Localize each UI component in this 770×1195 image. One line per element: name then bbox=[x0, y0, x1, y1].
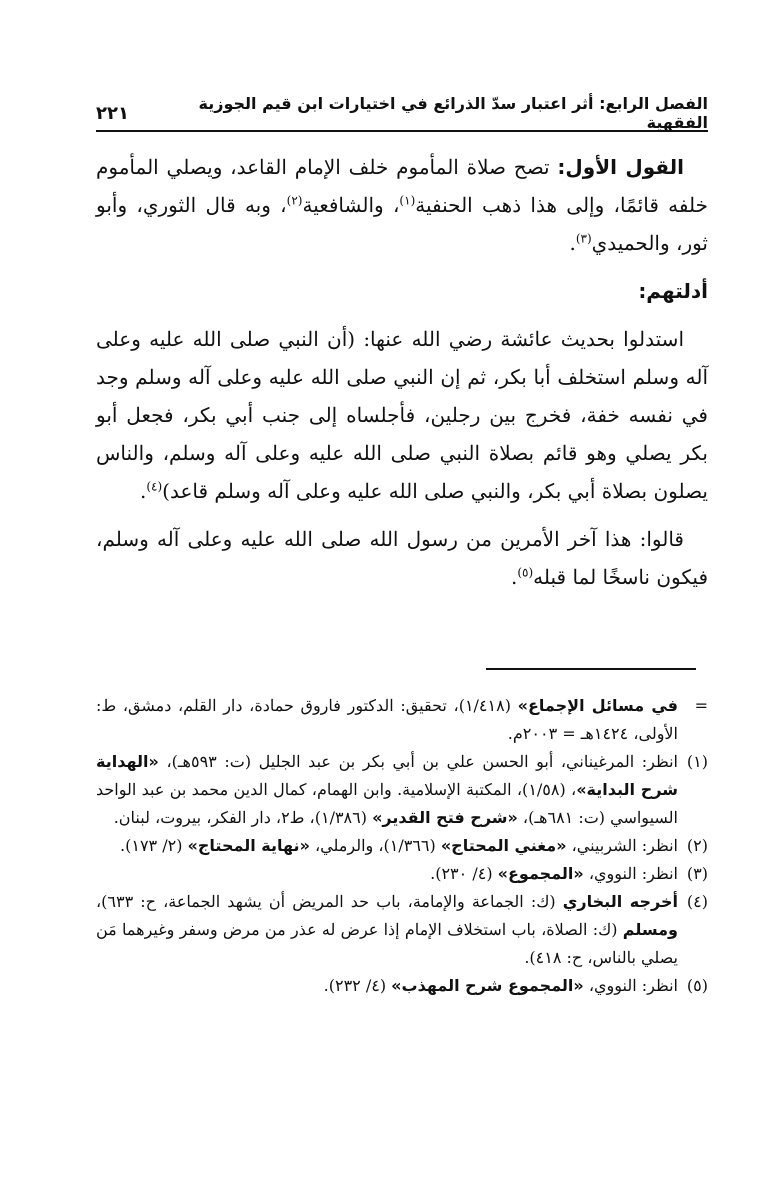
footnote-marker: (٣) bbox=[686, 864, 708, 883]
footnote-text bbox=[96, 860, 678, 888]
footnote-ref-3[interactable]: (٣) bbox=[575, 231, 592, 246]
footnote-text bbox=[96, 972, 678, 1000]
footnote-5 bbox=[96, 972, 708, 1000]
footnote-bold: «شرح فتح القدير» bbox=[372, 808, 518, 827]
footnote-plain: انظر: الشربيني، bbox=[566, 836, 678, 855]
running-header bbox=[96, 96, 708, 132]
footnote-plain: (١/٤١٨)، تحقيق: الدكتور فاروق حمادة، دار القلم، دمشق، ط: الأولى، ١٤٢٤هـ = ٢٠٠٣م. bbox=[96, 696, 678, 743]
footnote-marker: (٥) bbox=[686, 976, 708, 995]
footnote-1 bbox=[96, 748, 708, 832]
footnote-marker: (١) bbox=[686, 752, 708, 771]
paragraph-first-opinion bbox=[96, 148, 708, 262]
conclusion-text: قالوا: هذا آخر الأمرين من رسول الله صلى الله عليه وعلى آله وسلم، فيكون ناسخًا لما قبله bbox=[96, 527, 708, 589]
evidence-end: . bbox=[139, 479, 147, 503]
footnote-plain: (٤/ ٢٣٠). bbox=[430, 864, 498, 883]
footnote-divider bbox=[486, 668, 696, 670]
chapter-title: الفصل الرابع: أثر اعتبار سدّ الذرائع في اختيارات ابن قيم الجوزية الفقهية bbox=[198, 94, 708, 132]
opinion-text-d: . bbox=[569, 231, 576, 255]
footnotes bbox=[96, 692, 708, 1000]
footnote-bold: «المجموع» bbox=[497, 864, 584, 883]
footnote-ref-1[interactable]: (١) bbox=[399, 193, 416, 208]
footnote-bold: «مغني المحتاج» bbox=[440, 836, 567, 855]
opinion-text-c: ، وبه قال الثوري، وأبو ثور، والحميدي bbox=[96, 193, 708, 255]
footnote-plain: (٢/ ١٧٣). bbox=[120, 836, 188, 855]
footnote-marker: = bbox=[694, 696, 708, 715]
opinion-text-a: تصح صلاة المأموم خلف الإمام القاعد، ويصلي المأموم خلفه قائمًا، وإلى هذا ذهب الحنفية bbox=[96, 155, 708, 217]
footnote-4 bbox=[96, 888, 708, 972]
footnote-3 bbox=[96, 860, 708, 888]
footnote-ref-4[interactable]: (٤) bbox=[146, 479, 163, 494]
opinion-text-b: ، والشافعية bbox=[302, 193, 400, 217]
paragraph-conclusion bbox=[96, 520, 708, 596]
conclusion-end: . bbox=[510, 565, 518, 589]
footnote-text bbox=[96, 888, 678, 972]
footnote-bold: ومسلم bbox=[622, 920, 678, 939]
footnote-text bbox=[96, 748, 678, 832]
footnote-plain: (١/٣٨٦)، ط٢، دار الفكر، بيروت، لبنان. bbox=[113, 808, 373, 827]
page-number: ٢٢١ bbox=[96, 102, 129, 124]
footnote-bold: «المجموع شرح المهذب» bbox=[391, 976, 584, 995]
footnote-bold: في مسائل الإجماع» bbox=[517, 696, 679, 715]
footnote-marker: (٤) bbox=[686, 892, 708, 911]
footnote-plain: (ك: الصلاة، باب استخلاف الإمام إذا عرض له عذر من مرض وسفر وغيرهما مَن يصلي بالناس، ح: ٤١٨). bbox=[96, 920, 678, 967]
footnote-plain: انظر: المرغيناني، أبو الحسن علي بن أبي بكر بن عبد الجليل (ت: ٥٩٣هـ)، bbox=[158, 752, 678, 771]
paragraph-evidence bbox=[96, 320, 708, 510]
footnote-text bbox=[96, 832, 678, 860]
opinion-label: القول الأول: bbox=[557, 155, 684, 179]
section-heading: أدلتهم: bbox=[638, 279, 708, 303]
footnote-ref-2[interactable]: (٢) bbox=[286, 193, 303, 208]
evidence-text: استدلوا بحديث عائشة رضي الله عنها: (أن النبي صلى الله عليه وعلى آله وسلم استخلف أبا بكر، ثم إن النبي صلى الله عليه وعلى آله وسلم وجد في نفسه خفة، فخرج بين رجلين، فأجلساه إلى جنب أبي بكر، فجعل أبو بكر يصلي وهو قائم بصلاة النبي صلى الله عليه وعلى آله وسلم، والناس يصلون بصلاة أبي بكر، والنبي صلى الله عليه وعلى آله وسلم قاعد) bbox=[96, 327, 708, 503]
footnote-plain: انظر: النووي، bbox=[583, 864, 678, 883]
footnote-ref-5[interactable]: (٥) bbox=[517, 565, 534, 580]
footnote-plain: (١/٣٦٦)، والرملي، bbox=[309, 836, 441, 855]
footnote-bold: أخرجه البخاري bbox=[562, 892, 678, 911]
footnote-2 bbox=[96, 832, 708, 860]
footnote-bold: «الهداية شرح البداية» bbox=[96, 752, 679, 799]
footnote-plain: (٤/ ٢٣٢). bbox=[323, 976, 392, 995]
footnote-plain: (ك: الجماعة والإمامة، باب حد المريض أن يشهد الجماعة، ح: ٦٣٣)، bbox=[96, 892, 563, 911]
footnote-plain: انظر: النووي، bbox=[583, 976, 678, 995]
main-text bbox=[96, 148, 708, 606]
footnote-plain: ، (١/٥٨)، المكتبة الإسلامية. وابن الهمام، كمال الدين محمد بن عبد الواحد السيواسي (ت: ٦٨١هـ)، bbox=[96, 780, 678, 827]
footnote-text bbox=[96, 692, 678, 748]
footnote-continuation bbox=[96, 692, 708, 748]
footnote-marker: (٢) bbox=[686, 836, 708, 855]
footnote-bold: «نهاية المحتاج» bbox=[187, 836, 310, 855]
